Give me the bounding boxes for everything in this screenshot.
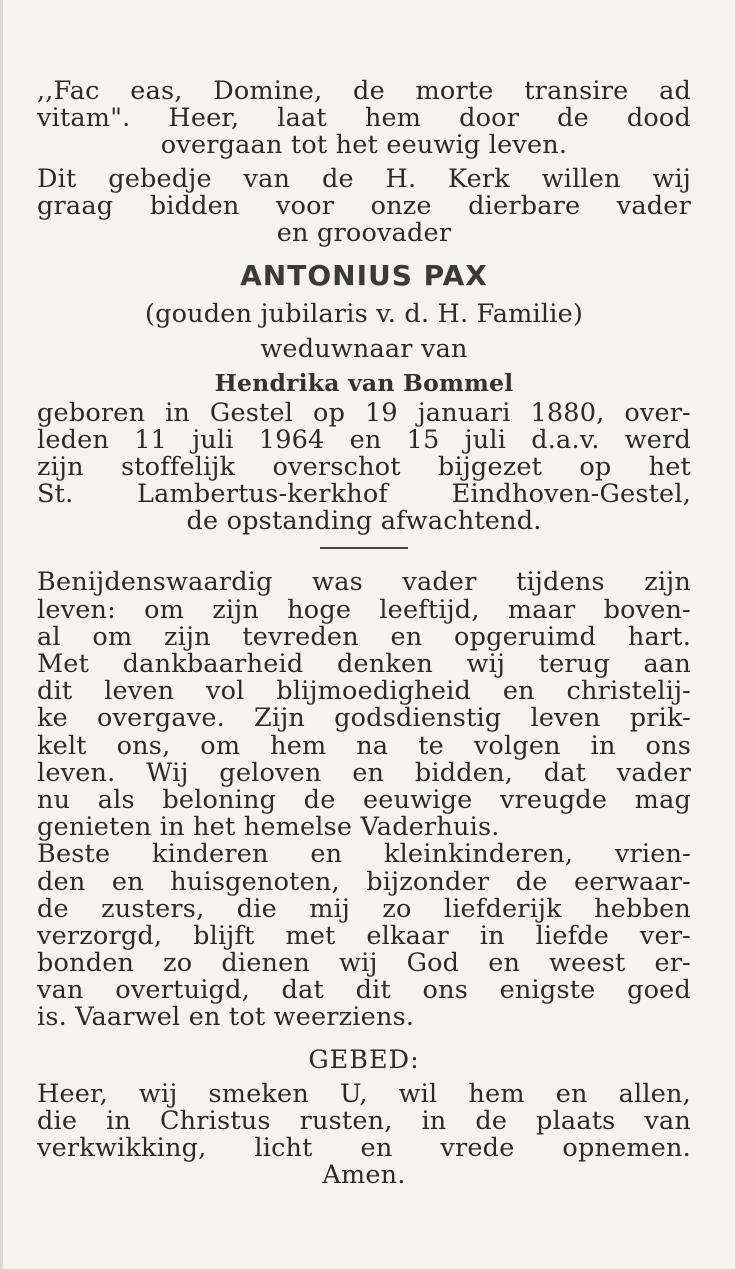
details-line: geboren in Gestel op 19 januari 1880, over- [37, 397, 691, 428]
deceased-name: ANTONIUS PAX [240, 259, 488, 293]
intro-line: en groovader [276, 217, 452, 248]
body-line: is. Vaarwel en tot weerziens. [37, 1002, 415, 1033]
body-line: leven: om zijn hoge leeftijd, maar boven- [37, 594, 691, 625]
divider [320, 547, 408, 549]
details-line: de opstanding afwachtend. [186, 506, 542, 537]
body-line: den en huisgenoten, bijzonder de eerwaar- [37, 866, 691, 897]
subtitle: (gouden jubilaris v. d. H. Familie) [144, 299, 584, 330]
body-line: leven. Wij geloven en bidden, dat vader [37, 757, 691, 788]
prayer-paragraph [37, 1078, 691, 1191]
details-line: zijn stoffelijk overschot bijgezet op het [37, 451, 691, 482]
body-line: nu als beloning de eeuwige vreugde mag [37, 784, 691, 815]
details-line: St. Lambertus-kerkhof Eindhoven-Gestel, [37, 479, 691, 510]
intro-line: Dit gebedje van de H. Kerk willen wij [37, 163, 691, 194]
latin-quote [37, 78, 691, 160]
prayer-line: die in Christus rusten, in de plaats van [37, 1105, 691, 1136]
prayer-heading: GEBED: [308, 1044, 420, 1075]
quote-line: overgaan tot het eeuwig leven. [160, 130, 568, 161]
prayer-line: Amen. [322, 1160, 406, 1191]
body-line: verzorgd, blijft met elkaar in liefde ver- [37, 920, 691, 951]
spouse-name: Hendrika van Bommel [214, 368, 514, 397]
details-line: leden 11 juli 1964 en 15 juli d.a.v. werd [37, 424, 691, 455]
intro-line: graag bidden voor onze dierbare vader [37, 190, 691, 221]
details-paragraph [37, 397, 691, 537]
body-line: van overtuigd, dat dit ons enigste goed [37, 975, 691, 1006]
body-paragraph [37, 569, 691, 1031]
body-line: kelt ons, om hem na te volgen in ons [37, 730, 691, 761]
body-line: dit leven vol blijmoedigheid en christelij- [37, 676, 691, 707]
body-line: genieten in het hemelse Vaderhuis. [37, 812, 500, 843]
body-line: Met dankbaarheid denken wij terug aan [37, 649, 691, 679]
prayer-line: verkwikking, licht en vrede opnemen. [37, 1133, 691, 1163]
quote-line: vitam". Heer, laat hem door de dood [37, 103, 691, 134]
body-line: Benijdenswaardig was vader tijdens zijn [37, 567, 691, 598]
prayer-line: Heer, wij smeken U, wil hem en allen, [37, 1078, 691, 1109]
intro-paragraph [37, 163, 691, 248]
widower-label: weduwnaar van [260, 334, 468, 365]
card-text [37, 78, 691, 1189]
body-line: ke overgave. Zijn godsdienstig leven prik- [37, 703, 691, 734]
body-line: bonden zo dienen wij God en weest er- [37, 948, 691, 979]
body-line: de zusters, die mij zo liefderijk hebben [37, 893, 691, 924]
body-line: al om zijn tevreden en opgeruimd hart. [37, 621, 691, 652]
quote-line: ,,Fac eas, Domine, de morte transire ad [37, 76, 691, 106]
body-line: Beste kinderen en kleinkinderen, vrien- [37, 839, 691, 870]
